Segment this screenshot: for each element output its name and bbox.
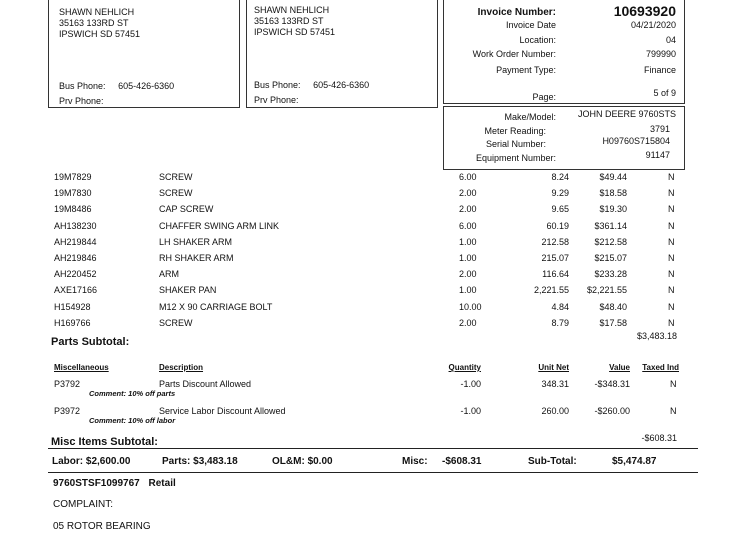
line-value: $48.40	[599, 302, 627, 312]
taxed-indicator: N	[668, 221, 675, 231]
misc-unit-net: 260.00	[541, 406, 569, 416]
taxed-indicator: N	[668, 172, 675, 182]
quantity: 2.00	[459, 318, 477, 328]
part-number: AH220452	[54, 269, 97, 279]
job-code: 9760STSF1099767	[53, 478, 140, 489]
table-row	[0, 318, 740, 330]
quantity: 2.00	[459, 269, 477, 279]
part-number: H154928	[54, 302, 91, 312]
invoice-info-box	[443, 0, 685, 104]
invoice-date-label: Invoice Date	[505, 20, 556, 30]
table-row	[0, 379, 740, 403]
unit-price: 212.58	[541, 237, 569, 247]
page-number: 5 of 9	[653, 88, 676, 98]
ship-street: 35163 133RD ST	[254, 16, 324, 26]
table-row	[0, 253, 740, 265]
totals-bottom-rule	[48, 472, 698, 473]
misc-header-value: Value	[609, 363, 630, 372]
make-model-label: Make/Model:	[504, 112, 556, 122]
serial-label: Serial Number:	[485, 139, 546, 149]
table-row	[0, 269, 740, 281]
meter-label: Meter Reading:	[484, 126, 546, 136]
bus-phone-label: Bus Phone:	[59, 81, 106, 91]
taxed-indicator: N	[668, 237, 675, 247]
line-value: $212.58	[594, 237, 627, 247]
misc-header-qty: Quantity	[448, 363, 481, 372]
part-description: SHAKER PAN	[159, 285, 217, 295]
equipment-number: 91147	[645, 150, 670, 160]
ship-bus-phone-label: Bus Phone:	[254, 80, 301, 90]
line-value: $19.30	[599, 204, 627, 214]
misc-taxed: N	[670, 406, 677, 416]
make-model: JOHN DEERE 9760STS	[577, 109, 676, 119]
misc-header-desc: Description	[159, 363, 204, 372]
part-number: 19M8486	[54, 204, 92, 214]
complaint-text: 05 ROTOR BEARING	[53, 521, 151, 532]
misc-quantity: -1.00	[460, 406, 481, 416]
quantity: 6.00	[459, 221, 477, 231]
line-value: $233.28	[594, 269, 627, 279]
misc-subtotal-label: Misc Items Subtotal:	[51, 436, 158, 448]
serial-number: H09760S715804	[602, 136, 670, 146]
ship-bus-phone: 605-426-6360	[313, 80, 370, 90]
line-value: $49.44	[599, 172, 627, 182]
misc-label: Misc:	[402, 456, 428, 467]
part-number: 19M7829	[54, 172, 92, 182]
quantity: 1.00	[459, 237, 477, 247]
parts-subtotal-label: Parts Subtotal:	[51, 336, 130, 348]
complaint-label: COMPLAINT:	[53, 499, 114, 510]
ship-name: SHAWN NEHLICH	[254, 5, 330, 15]
line-value: $2,221.55	[586, 285, 627, 295]
subtotal-label: Sub-Total:	[528, 456, 577, 467]
taxed-indicator: N	[668, 204, 675, 214]
part-number: H169766	[54, 318, 91, 328]
quantity: 1.00	[459, 285, 477, 295]
table-row	[0, 285, 740, 297]
misc-header-unit: Unit Net	[538, 363, 569, 372]
part-description: LH SHAKER ARM	[159, 237, 233, 247]
job-type: Retail	[148, 478, 176, 489]
prv-phone-label: Prv Phone:	[59, 96, 104, 106]
taxed-indicator: N	[668, 285, 675, 295]
unit-price: 8.24	[551, 172, 569, 182]
ship-prv-phone-label: Prv Phone:	[254, 95, 299, 105]
part-description: CAP SCREW	[159, 204, 214, 214]
taxed-indicator: N	[668, 302, 675, 312]
table-row	[0, 204, 740, 216]
page-label: Page:	[532, 92, 556, 102]
part-description: SCREW	[159, 172, 193, 182]
bus-phone: 605-426-6360	[118, 81, 175, 91]
table-row	[0, 406, 740, 430]
work-order-label: Work Order Number:	[472, 49, 556, 59]
labor-label: Labor:	[52, 456, 84, 467]
misc-total: -$608.31	[641, 433, 677, 443]
parts-label: Parts:	[162, 456, 191, 467]
misc-taxed: N	[670, 379, 677, 389]
part-description: SCREW	[159, 188, 193, 198]
line-value: $17.58	[599, 318, 627, 328]
misc-comment: Comment: 10% off labor	[89, 416, 176, 425]
table-row	[0, 237, 740, 249]
unit-price: 4.84	[551, 302, 569, 312]
ship-city: IPSWICH SD 57451	[254, 27, 336, 37]
table-row	[0, 302, 740, 314]
ship-address-box	[246, 0, 438, 108]
olm-label: OL&M:	[272, 456, 305, 467]
work-order: 799990	[645, 49, 676, 59]
misc-value: -$260.00	[594, 406, 630, 416]
quantity: 10.00	[459, 302, 482, 312]
part-number: AH219846	[54, 253, 97, 263]
part-number: 19M7830	[54, 188, 92, 198]
quantity: 6.00	[459, 172, 477, 182]
part-description: RH SHAKER ARM	[159, 253, 234, 263]
location-label: Location:	[519, 35, 556, 45]
customer-city: IPSWICH SD 57451	[59, 29, 141, 39]
line-value: $361.14	[594, 221, 627, 231]
meter-reading: 3791	[649, 124, 670, 134]
customer-address-box	[48, 0, 240, 108]
misc-code: P3972	[54, 406, 81, 416]
invoice-number: 10693920	[613, 3, 676, 19]
location: 04	[665, 35, 676, 45]
misc-header-tax: Taxed Ind	[642, 363, 679, 372]
table-row	[0, 221, 740, 233]
part-number: AXE17166	[54, 285, 98, 295]
quantity: 2.00	[459, 188, 477, 198]
quantity: 1.00	[459, 253, 477, 263]
unit-price: 9.29	[551, 188, 569, 198]
misc-comment: Comment: 10% off parts	[89, 389, 176, 398]
misc-amount: -$608.31	[442, 456, 482, 467]
unit-price: 2,221.55	[533, 285, 569, 295]
taxed-indicator: N	[668, 318, 675, 328]
part-description: M12 X 90 CARRIAGE BOLT	[159, 302, 273, 312]
totals-top-rule	[48, 448, 698, 449]
misc-value: -$348.31	[594, 379, 630, 389]
part-description: CHAFFER SWING ARM LINK	[159, 221, 280, 231]
misc-quantity: -1.00	[460, 379, 481, 389]
unit-price: 116.64	[542, 269, 569, 279]
unit-price: 9.65	[551, 204, 569, 214]
invoice-date: 04/21/2020	[630, 20, 676, 30]
unit-price: 215.07	[541, 253, 569, 263]
olm-amount: $0.00	[307, 456, 333, 467]
misc-code: P3792	[54, 379, 81, 389]
taxed-indicator: N	[668, 269, 675, 279]
unit-price: 60.19	[546, 221, 569, 231]
quantity: 2.00	[459, 204, 477, 214]
subtotal-amount: $5,474.87	[612, 456, 657, 467]
equipment-number-label: Equipment Number:	[475, 153, 556, 163]
taxed-indicator: N	[668, 188, 675, 198]
customer-street: 35163 133RD ST	[59, 18, 129, 28]
part-number: AH219844	[54, 237, 97, 247]
labor-amount: $2,600.00	[85, 456, 131, 467]
parts-amount: $3,483.18	[193, 456, 238, 467]
part-description: ARM	[159, 269, 179, 279]
part-number: AH138230	[54, 221, 97, 231]
job-line	[53, 478, 176, 489]
parts-total: $3,483.18	[636, 331, 677, 341]
misc-unit-net: 348.31	[541, 379, 569, 389]
taxed-indicator: N	[668, 253, 675, 263]
table-row	[0, 172, 740, 184]
invoice-number-label: Invoice Number:	[477, 7, 556, 18]
table-row	[0, 188, 740, 200]
unit-price: 8.79	[551, 318, 569, 328]
equipment-box	[443, 106, 685, 170]
line-value: $18.58	[599, 188, 627, 198]
misc-header-misc: Miscellaneous	[54, 363, 109, 372]
payment-type-label: Payment Type:	[496, 65, 556, 75]
part-description: SCREW	[159, 318, 193, 328]
misc-description: Service Labor Discount Allowed	[159, 406, 286, 416]
customer-name: SHAWN NEHLICH	[59, 7, 135, 17]
line-value: $215.07	[594, 253, 627, 263]
misc-description: Parts Discount Allowed	[159, 379, 252, 389]
payment-type: Finance	[643, 65, 676, 75]
